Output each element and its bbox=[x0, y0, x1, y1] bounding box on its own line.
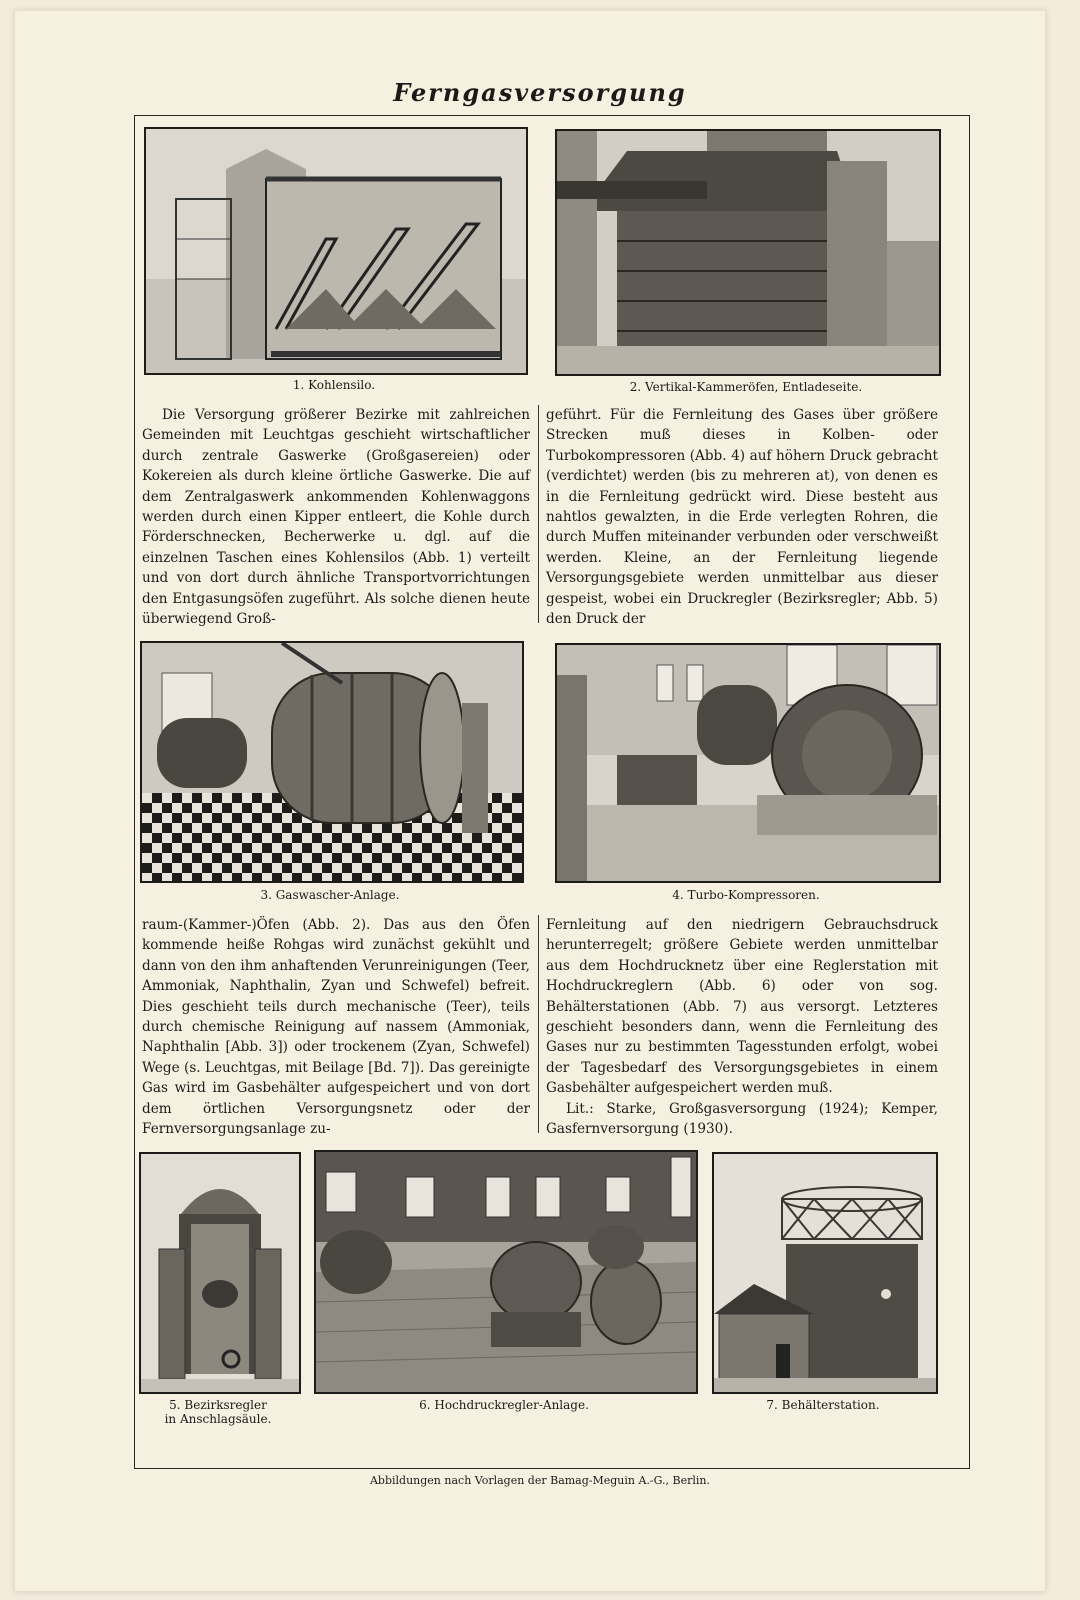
figure-2-kammeroefen bbox=[555, 129, 941, 376]
figure-5-caption-line-2: in Anschlagsäule. bbox=[164, 1412, 272, 1426]
figure-3-image bbox=[142, 643, 522, 881]
figure-5-image bbox=[141, 1154, 299, 1392]
figure-1-image bbox=[146, 129, 526, 373]
figure-2-caption: 2. Vertikal-Kammeröfen, Entladeseite. bbox=[629, 380, 863, 394]
body-text-column-2-middle bbox=[546, 915, 938, 1138]
figure-4-image bbox=[557, 645, 939, 881]
body-text-column-1-middle bbox=[142, 915, 530, 1138]
figure-4-turbo-kompressoren bbox=[555, 643, 941, 883]
figure-5-caption-line-1: 5. Bezirksregler bbox=[169, 1398, 267, 1412]
paragraph-col1-top: Die Versorgung größerer Bezirke mit zahlreichen Gemeinden mit Leuchtgas geschieht wirtschaftlicher durch zentrale Gaswerke (Großgasereien) oder Kokereien als durch kleine örtliche Gaswerke. Die auf dem Zentralgaswerk ankommenden Kohlenwaggons werden durch einen Kipper entleert, die Kohle durch Förderschnecken, Becherwerke u. dgl. auf die einzelnen Taschen eines Kohlensilos (Abb. 1) verteilt und von dort durch ähnliche Transportvorrichtungen den Entgasungsöfen zugeführt. Als solche dienen heute überwiegend Groß- bbox=[142, 407, 530, 628]
figure-1-kohlensilo bbox=[144, 127, 528, 375]
figure-6-hochdruckregler bbox=[314, 1150, 698, 1394]
figure-3-caption: 3. Gaswascher-Anlage. bbox=[260, 888, 400, 902]
body-text-column-2-top bbox=[546, 405, 938, 628]
column-divider-top bbox=[538, 405, 539, 623]
figure-6-caption: 6. Hochdruckregler-Anlage. bbox=[419, 1398, 589, 1412]
figure-3-gaswascher bbox=[140, 641, 524, 883]
figure-7-caption: 7. Behälterstation. bbox=[766, 1398, 880, 1412]
figure-7-behaelterstation bbox=[712, 1152, 938, 1394]
figure-5-bezirksregler bbox=[139, 1152, 301, 1394]
image-credit: Abbildungen nach Vorlagen der Bamag-Meguin A.-G., Berlin. bbox=[369, 1474, 711, 1487]
paragraph-col2-middle: Fernleitung auf den niedrigern Gebrauchsdruck herunterregelt; größere Gebiete werden unmittelbar aus dem Hochdrucknetz über eine Reglerstation mit Hochdruckreglern (Abb. 6) oder von sog. Behälterstationen (Abb. 7) aus versorgt. Letzteres geschieht besonders dann, wenn die Fernleitung des Gases nur zu bestimmten Tagesstunden erfolgt, wobei der Tagesbedarf des Versorgungsgebietes in einem Gasbehälter aufgespeichert werden muß. bbox=[546, 917, 938, 1097]
figure-2-image bbox=[557, 131, 939, 374]
literature-reference: Lit.: Starke, Großgasversorgung (1924); Kemper, Gasfernversorgung (1930). bbox=[546, 1100, 938, 1138]
body-text-column-1-top bbox=[142, 405, 530, 628]
figure-6-image bbox=[316, 1152, 696, 1392]
figure-4-caption: 4. Turbo-Kompressoren. bbox=[672, 888, 820, 902]
paragraph-col2-top: geführt. Für die Fernleitung des Gases über größere Strecken muß dieses in Kolben- oder Turbokompressoren (Abb. 4) auf höhern Druck gebracht (verdichtet) werden (bis zu mehreren at), von denen es in die Fernleitung gedrückt wird. Diese besteht aus nahtlos gewalzten, in die Erde verlegten Rohren, die durch Muffen miteinander verbunden oder verschweißt werden. Kleine, an der Fernleitung liegende Versorgungsgebiete werden unmittelbar aus dieser gespeist, wobei ein Druckregler (Bezirksregler; Abb. 5) den Druck der bbox=[546, 407, 938, 628]
figure-7-image bbox=[714, 1154, 936, 1392]
paragraph-col1-middle: raum-(Kammer-)Öfen (Abb. 2). Das aus den Öfen kommende heiße Rohgas wird zunächst gekühlt und dann von den ihm anhaftenden Verunreinigungen (Teer, Ammoniak, Naphthalin, Zyan und Schwefel) befreit. Dies geschieht teils durch mechanische (Teer), teils durch chemische Reinigung auf nassem (Ammoniak, Naphthalin [Abb. 3]) oder trockenem (Zyan, Schwefel) Wege (s. Leuchtgas, mit Beilage [Bd. 7]). Das gereinigte Gas wird im Gasbehälter aufgespeichert und von dort dem örtlichen Versorgungsnetz oder der Fernversorgungsanlage zu- bbox=[142, 917, 530, 1138]
page-title: Ferngasversorgung bbox=[393, 78, 687, 107]
figure-5-caption bbox=[130, 1398, 306, 1426]
figure-1-caption: 1. Kohlensilo. bbox=[292, 378, 376, 392]
column-divider-middle bbox=[538, 915, 539, 1133]
